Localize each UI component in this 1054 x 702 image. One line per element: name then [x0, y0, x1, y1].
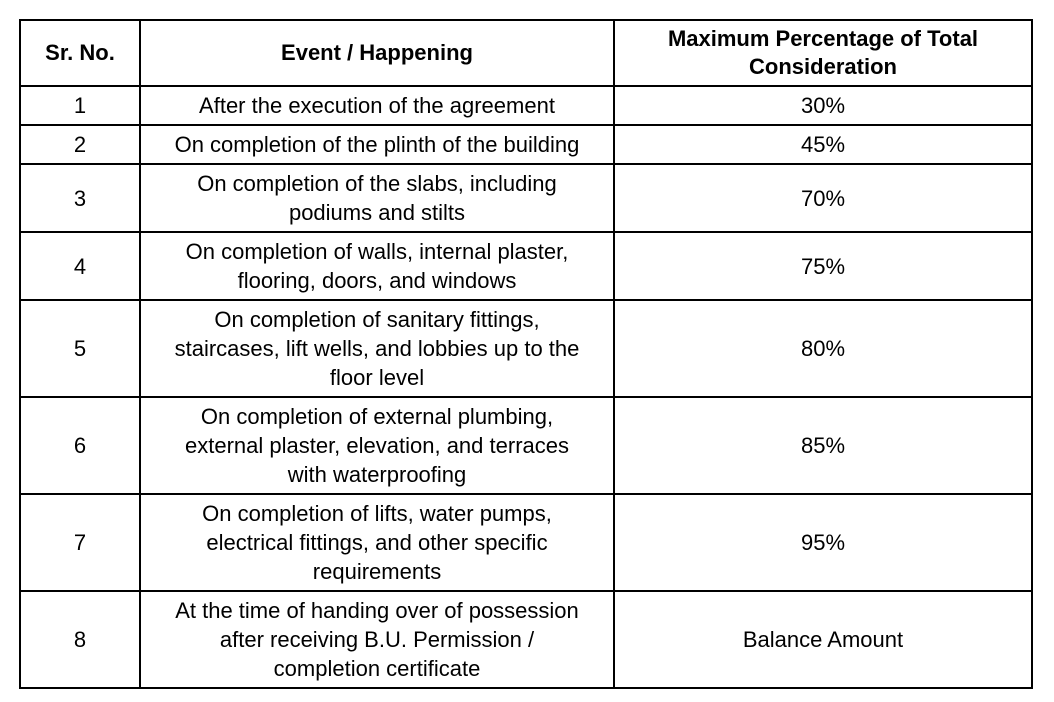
sr-no-cell: 3	[20, 164, 140, 232]
event-cell	[140, 86, 614, 125]
event-line: After the execution of the agreement	[199, 93, 555, 118]
event-line: On completion of walls, internal plaster,	[185, 239, 569, 264]
event-line: floor level	[329, 365, 425, 390]
event-line: podiums and stilts	[288, 200, 466, 225]
event-cell	[140, 494, 614, 591]
table-row	[20, 300, 1032, 397]
sr-no-cell: 8	[20, 591, 140, 688]
event-cell	[140, 591, 614, 688]
header-percentage-line1: Maximum Percentage of Total	[667, 26, 979, 51]
event-line: requirements	[312, 559, 442, 584]
table-row	[20, 125, 1032, 164]
table-header-row	[20, 20, 1032, 86]
header-percentage	[614, 20, 1032, 86]
event-cell	[140, 164, 614, 232]
header-percentage-line2: Consideration	[749, 54, 897, 79]
event-line: On completion of the plinth of the building	[174, 132, 580, 157]
payment-schedule-table	[19, 19, 1033, 689]
table-row	[20, 591, 1032, 688]
event-line: On completion of sanitary fittings,	[214, 307, 540, 332]
event-line: On completion of external plumbing,	[200, 404, 554, 429]
event-cell	[140, 300, 614, 397]
table-row	[20, 494, 1032, 591]
percentage-cell: 45%	[614, 125, 1032, 164]
table-row	[20, 397, 1032, 494]
sr-no-cell: 5	[20, 300, 140, 397]
event-line: with waterproofing	[287, 462, 467, 487]
table-row	[20, 86, 1032, 125]
event-line: On completion of the slabs, including	[197, 171, 557, 196]
sr-no-cell: 7	[20, 494, 140, 591]
event-line: external plaster, elevation, and terraces	[184, 433, 569, 458]
percentage-cell: 70%	[614, 164, 1032, 232]
percentage-cell: 30%	[614, 86, 1032, 125]
percentage-cell: 80%	[614, 300, 1032, 397]
event-line: flooring, doors, and windows	[237, 268, 517, 293]
table-row	[20, 232, 1032, 300]
sr-no-cell: 1	[20, 86, 140, 125]
event-line: completion certificate	[273, 656, 481, 681]
percentage-cell: Balance Amount	[614, 591, 1032, 688]
sr-no-cell: 2	[20, 125, 140, 164]
event-cell	[140, 397, 614, 494]
header-event: Event / Happening	[140, 20, 614, 86]
percentage-cell: 95%	[614, 494, 1032, 591]
sr-no-cell: 6	[20, 397, 140, 494]
percentage-cell: 75%	[614, 232, 1032, 300]
event-line: staircases, lift wells, and lobbies up to the	[174, 336, 580, 361]
sr-no-cell: 4	[20, 232, 140, 300]
event-line: electrical fittings, and other specific	[206, 530, 548, 555]
event-line: On completion of lifts, water pumps,	[202, 501, 552, 526]
event-line: At the time of handing over of possession	[175, 598, 579, 623]
event-cell	[140, 232, 614, 300]
event-cell	[140, 125, 614, 164]
event-line: after receiving B.U. Permission /	[219, 627, 535, 652]
table-row	[20, 164, 1032, 232]
header-sr-no: Sr. No.	[20, 20, 140, 86]
percentage-cell: 85%	[614, 397, 1032, 494]
